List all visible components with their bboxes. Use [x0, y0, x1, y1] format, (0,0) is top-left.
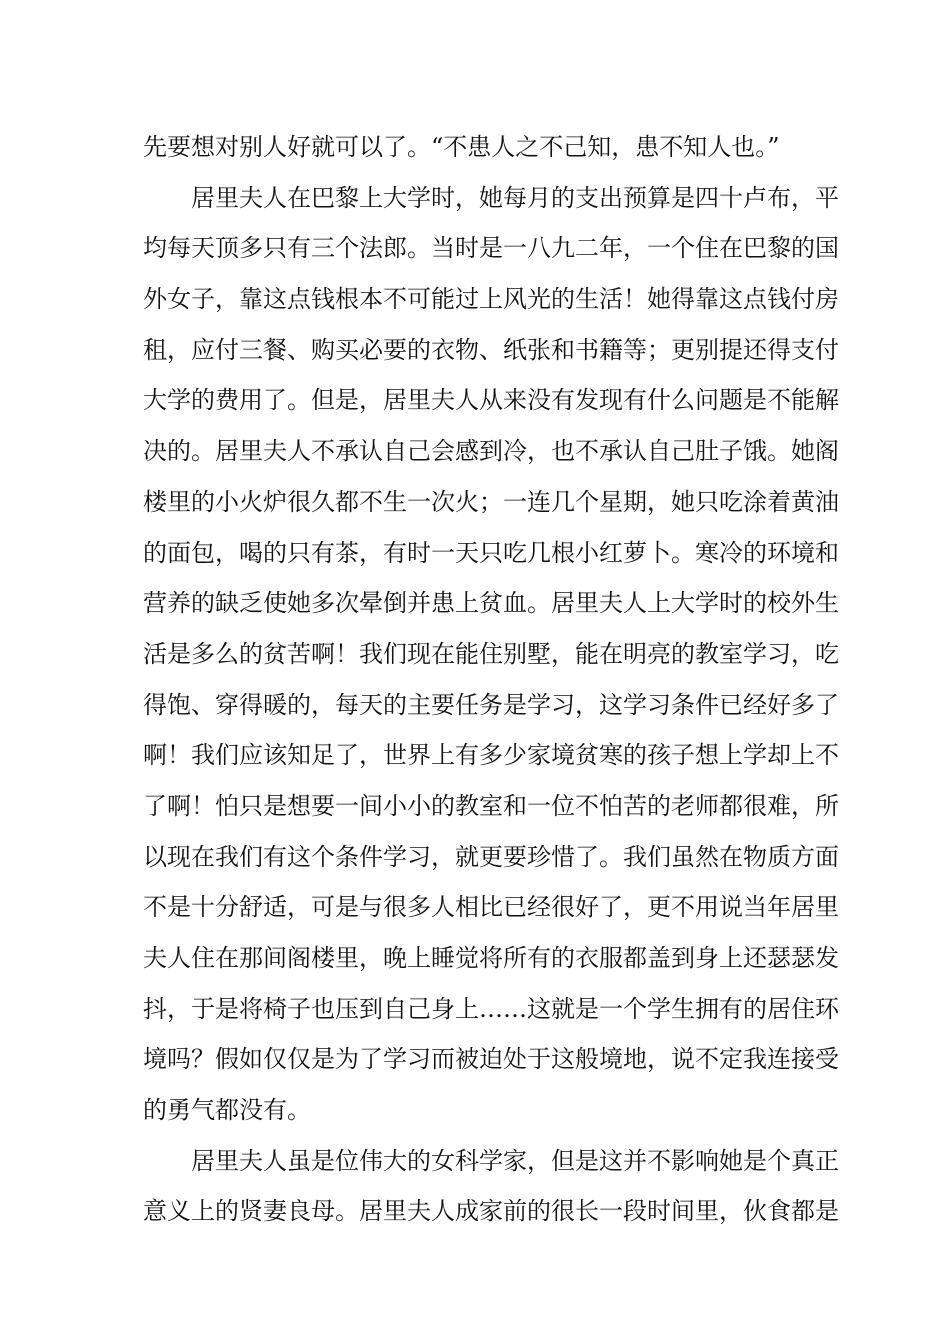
text-line: 营养的缺乏使她多次晕倒并患上贫血。居里夫人上大学时的校外生: [143, 589, 839, 618]
text-line: 均每天顶多只有三个法郎。当时是一八九二年，一个住在巴黎的国: [143, 234, 839, 263]
document-body: [143, 122, 839, 1237]
text-line: 先要想对别人好就可以了。“不患人之不己知，患不知人也。”: [143, 133, 780, 161]
text-line: 意义上的贤妻良母。居里夫人成家前的很长一段时间里，伙食都是: [143, 1197, 839, 1226]
text-line: 啊！我们应该知足了，世界上有多少家境贫寒的孩子想上学却上不: [143, 741, 839, 770]
text-line: 不是十分舒适，可是与很多人相比已经很好了，更不用说当年居里: [143, 893, 839, 922]
text-line: 夫人住在那间阁楼里，晚上睡觉将所有的衣服都盖到身上还瑟瑟发: [143, 944, 839, 972]
text-line: 的面包，喝的只有茶，有时一天只吃几根小红萝卜。寒冷的环境和: [143, 538, 839, 567]
text-line: 外女子，靠这点钱根本不可能过上风光的生活！她得靠这点钱付房: [143, 285, 839, 314]
text-line: 居里夫人虽是位伟大的女科学家，但是这并不影响她是个真正: [191, 1146, 839, 1175]
text-line: 了啊！怕只是想要一间小小的教室和一位不怕苦的老师都很难，所: [143, 791, 839, 820]
text-line: 得饱、穿得暖的，每天的主要任务是学习，这学习条件已经好多了: [143, 690, 839, 719]
text-line: 大学的费用了。但是，居里夫人从来没有发现有什么问题是不能解: [143, 386, 839, 415]
text-line: 抖，于是将椅子也压到自己身上……这就是一个学生拥有的居住环: [143, 994, 839, 1023]
text-line: 租，应付三餐、购买必要的衣物、纸张和书籍等；更别提还得支付: [143, 335, 839, 364]
text-line: 居里夫人在巴黎上大学时，她每月的支出预算是四十卢布，平: [191, 183, 839, 212]
text-line: 活是多么的贫苦啊！我们现在能住别墅，能在明亮的教室学习，吃: [143, 639, 839, 668]
text-line: 楼里的小火炉很久都不生一次火；一连几个星期，她只吃涂着黄油: [143, 487, 839, 516]
text-line: 决的。居里夫人不承认自己会感到冷，也不承认自己肚子饿。她阁: [143, 437, 839, 466]
text-line: 以现在我们有这个条件学习，就更要珍惜了。我们虽然在物质方面: [143, 842, 839, 871]
text-line: 境吗？假如仅仅是为了学习而被迫处于这般境地，说不定我连接受: [143, 1045, 839, 1074]
text-line: 的勇气都没有。: [143, 1096, 311, 1125]
